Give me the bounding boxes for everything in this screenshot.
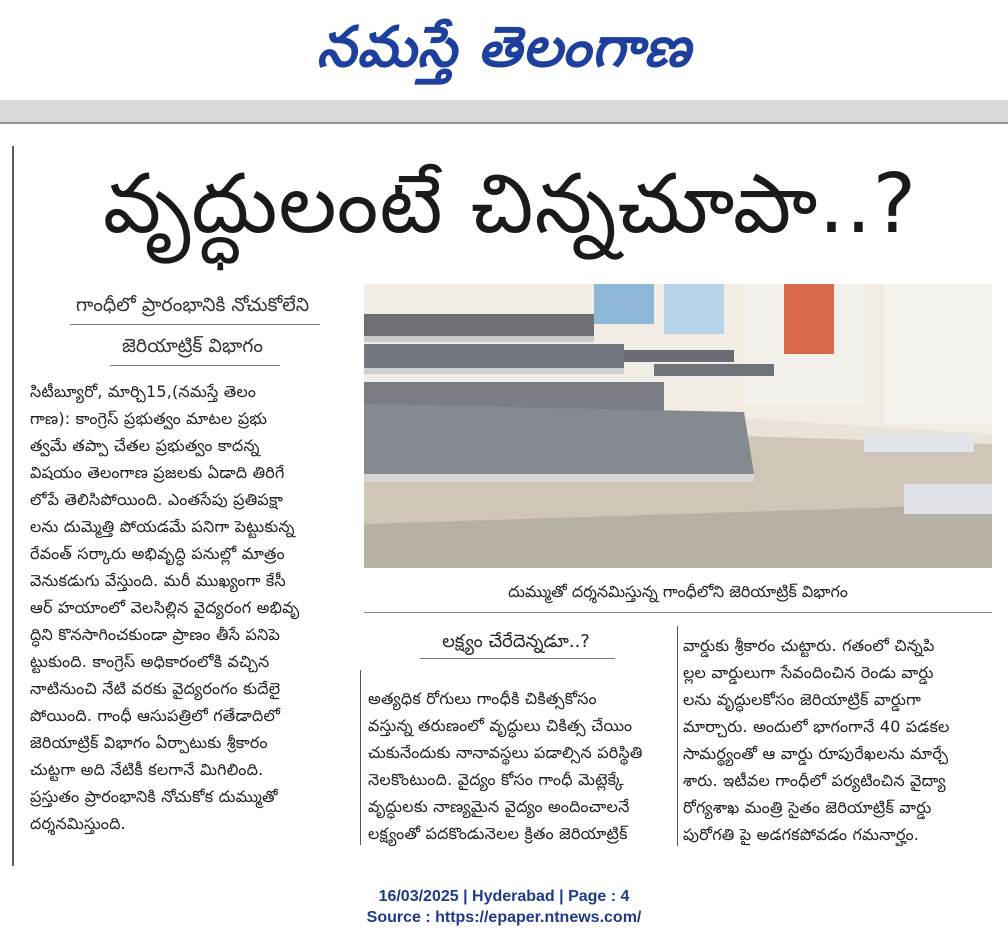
article-headline: వృద్ధులంటే చిన్నచూపా..?	[102, 157, 918, 252]
text-line: ద్ధిని కొనసాగించకుండా ప్రాణం తీసే పనిపె	[30, 625, 281, 644]
text-line: వెనుకడుగు వేస్తుంది. మరీ ముఖ్యంగా కేసీ	[30, 571, 286, 590]
text-line: వార్డుకు శ్రీకారం చుట్టారు. గతంలో చిన్నపి	[683, 636, 935, 655]
text-line: గాణ): కాంగ్రెస్ ప్రభుత్వం మాటల ప్రభు	[30, 409, 268, 428]
text-line: లను దుమ్మెత్తి పోయడమే పనిగా పెట్టుకున్న	[30, 517, 295, 536]
masthead	[0, 0, 1008, 100]
footer-date-location: 16/03/2025 | Hyderabad | Page : 4	[378, 888, 630, 905]
text-line: లను వృద్ధులకోసం జెరియాట్రిక్ వార్డుగా	[683, 690, 922, 709]
text-line: త్వమే తప్పా చేతల ప్రభుత్వం కాదన్న	[30, 436, 260, 455]
text-line: నెలకొంటుంది. వైద్యం కోసం గాంధీ మెట్లెక్కే	[368, 770, 624, 789]
subheading-rule	[110, 365, 280, 366]
text-line: అత్యధిక రోగులు గాంధీకి చికిత్సకోసం	[368, 689, 597, 708]
text-line: చుట్టగా అది నేటికీ కలగానే మిగిలింది.	[30, 760, 264, 779]
header-divider-line	[0, 122, 1008, 124]
ward-beds-photo	[364, 284, 992, 568]
text-line: ల్లల వార్డులుగా సేవందించిన రెండు వార్డు	[683, 663, 934, 682]
text-line: సిటీబ్యూరో, మార్చి15,(నమస్తే తెలం	[30, 382, 257, 401]
text-line: విషయం తెలంగాణ ప్రజలకు ఏడాది తిరిగే	[30, 463, 285, 482]
text-line: సామర్థ్యంతో ఆ వార్డు రూపురేఖలను మార్చే	[683, 744, 949, 763]
text-line: జెరియాట్రిక్ విభాగం ఏర్పాటుకు శ్రీకారం	[30, 733, 268, 752]
text-line: ట్టుకుంది. కాంగ్రెస్ అధికారంలోకి వచ్చిన	[30, 652, 270, 671]
middle-column-text	[368, 685, 671, 847]
caption-rule	[364, 612, 992, 613]
left-margin-rule	[12, 146, 14, 866]
text-line: లోపే తెలిసిపోయింది. ఎంతసేపు ప్రతిపక్షా	[30, 490, 284, 509]
text-line: ఆర్ హయాంలో వెలసిల్లిన వైద్యరంగ అభివృ	[30, 598, 300, 617]
text-line: నాటినుంచి నేటి వరకు వైద్యరంగం కుదేలై	[30, 679, 281, 698]
text-line: ప్రస్తుతం ప్రారంభానికి నోచుకోక దుమ్ముతో	[30, 787, 278, 806]
subheading-line-1: గాంధీలో ప్రారంభానికి నోచుకోలేని	[75, 294, 310, 316]
newspaper-logo: నమస్తే తెలంగాణ	[316, 15, 692, 80]
column-separator	[677, 626, 678, 846]
right-column-text	[683, 632, 993, 848]
text-line: దర్శనమిస్తుంది.	[30, 814, 126, 833]
text-line: లక్ష్యంతో పదకొండునెలల క్రితం జెరియాట్రిక్	[368, 824, 628, 843]
subheading-rule	[70, 324, 320, 325]
text-line: శారు. ఇటీవల గాంధీలో పర్యటించిన వైద్యా	[683, 771, 946, 790]
photo-caption: దుమ్ముతో దర్శనమిస్తున్న గాంధీలోని జెరియాట్రిక్ విభాగం	[508, 582, 848, 601]
text-line: రేవంత్ సర్కారు అభివృద్ధి పనుల్లో మాత్రం	[30, 544, 285, 563]
text-line: రోగ్యశాఖ మంత్రి సైతం జెరియాట్రిక్ వార్డు	[683, 798, 932, 817]
footer-source-link[interactable]: Source : https://epaper.ntnews.com/	[366, 909, 642, 926]
text-line: మార్చారు. అందులో భాగంగానే 40 పడకల	[683, 717, 950, 736]
left-column-text	[30, 378, 355, 837]
header-divider-bar	[0, 100, 1008, 122]
footer	[0, 886, 1008, 928]
text-line: వస్తున్న తరుణంలో వృద్ధులు చికిత్స చేయిం	[368, 716, 633, 735]
text-line: పోయింది. గాంధీ ఆసుపత్రిలో గతేడాదిలో	[30, 706, 281, 725]
text-line: వృద్ధులకు నాణ్యమైన వైద్యం అందించాలనే	[368, 797, 630, 816]
section-heading-rule	[420, 658, 615, 659]
text-line: పురోగతి పై అడగకపోవడం గమనార్హం.	[683, 825, 920, 844]
section-heading: లక్ష్యం చేరేదెన్నడూ..?	[442, 631, 590, 652]
subheading-line-2: జెరియాట్రిక్ విభాగం	[122, 335, 263, 357]
column-separator	[360, 670, 361, 845]
text-line: చుకునేందుకు నానావస్థలు పడాల్సిన పరిస్థితి	[368, 743, 643, 762]
